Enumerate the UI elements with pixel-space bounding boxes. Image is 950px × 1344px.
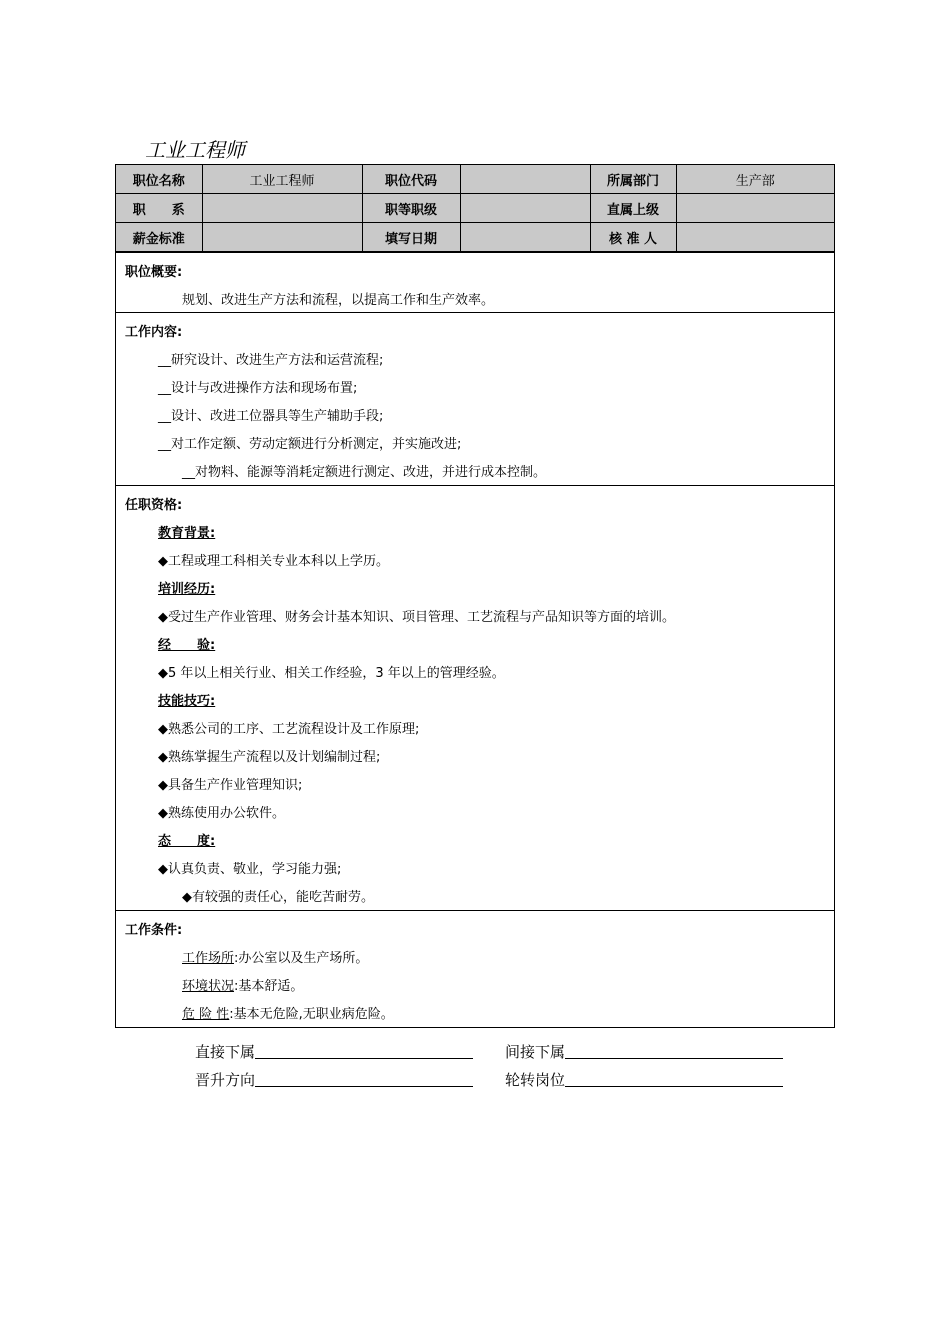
skill-item: ◆熟练掌握生产流程以及计划编制过程;: [158, 750, 381, 765]
skill-item: ◆熟悉公司的工序、工艺流程设计及工作原理;: [158, 722, 420, 737]
header-label-cell: 所属部门: [590, 165, 676, 194]
summary-title: 职位概要:: [125, 265, 183, 280]
experience-label: 经 验:: [158, 638, 216, 653]
header-label-cell: 直属上级: [590, 194, 676, 223]
skill-item: ◆熟练使用办公软件。: [158, 806, 285, 821]
duties-title: 工作内容:: [125, 325, 183, 340]
duty-item: __设计与改进操作方法和现场布置;: [158, 381, 358, 396]
header-table: [116, 165, 834, 252]
qualifications-title: 任职资格:: [125, 498, 183, 513]
header-value-cell[interactable]: 生产部: [676, 165, 834, 194]
header-value-cell[interactable]: [676, 223, 834, 252]
header-value-cell[interactable]: [460, 165, 590, 194]
promotion-label: 晋升方向: [195, 1071, 256, 1089]
header-value-cell[interactable]: 工业工程师: [202, 165, 362, 194]
duty-item: __研究设计、改进生产方法和运营流程;: [158, 353, 384, 368]
duty-item: __设计、改进工位器具等生产辅助手段;: [158, 409, 384, 424]
condition-value: :办公室以及生产场所。: [234, 951, 369, 966]
conditions-title: 工作条件:: [125, 923, 183, 938]
header-label-cell: 职位名称: [116, 165, 202, 194]
indirect-subordinate-field: [505, 1041, 783, 1062]
header-label-cell: 薪金标准: [116, 223, 202, 252]
education-label: 教育背景:: [158, 526, 216, 541]
condition-value: :基本无危险,无职业病危险。: [229, 1007, 394, 1022]
condition-label: 工作场所: [182, 951, 235, 966]
header-label-cell: 职等职级: [362, 194, 460, 223]
rotation-field: [505, 1069, 783, 1090]
training-item: ◆受过生产作业管理、财务会计基本知识、项目管理、工艺流程与产品知识等方面的培训。: [158, 610, 675, 625]
education-item: ◆工程或理工科相关专业本科以上学历。: [158, 554, 389, 569]
header-value-cell[interactable]: [460, 223, 590, 252]
condition-item: [182, 947, 368, 966]
direct-subordinate-label: 直接下属: [195, 1043, 256, 1061]
direct-subordinate-blank[interactable]: [255, 1042, 473, 1059]
header-label-cell: 职位代码: [362, 165, 460, 194]
attitude-item: ◆有较强的责任心，能吃苦耐劳。: [182, 890, 374, 905]
page-title: 工业工程师: [145, 138, 245, 162]
condition-item: [182, 975, 303, 994]
indirect-subordinate-label: 间接下属: [505, 1043, 566, 1061]
condition-value: :基本舒适。: [234, 979, 304, 994]
attitude-label: 态 度:: [158, 834, 216, 849]
header-label-cell: 职 系: [116, 194, 202, 223]
header-value-cell[interactable]: [202, 223, 362, 252]
experience-item: ◆5 年以上相关行业、相关工作经验，3 年以上的管理经验。: [158, 666, 505, 681]
promotion-field: [195, 1069, 473, 1090]
header-row: [116, 223, 834, 252]
header-row: [116, 165, 834, 194]
duties-section: [116, 312, 834, 485]
training-label: 培训经历:: [158, 582, 216, 597]
condition-label: 环境状况: [182, 979, 235, 994]
header-row: [116, 194, 834, 223]
header-label-cell: 核 准 人: [590, 223, 676, 252]
condition-item: [182, 1003, 394, 1022]
duty-item: __对工作定额、劳动定额进行分析测定，并实施改进;: [158, 437, 462, 452]
skills-label: 技能技巧:: [158, 694, 216, 709]
job-description-form: [115, 164, 835, 1028]
attitude-item: ◆认真负责、敬业，学习能力强;: [158, 862, 342, 877]
direct-subordinate-field: [195, 1041, 473, 1062]
header-label-cell: 填写日期: [362, 223, 460, 252]
condition-label: 危 险 性: [182, 1007, 230, 1022]
promotion-blank[interactable]: [255, 1070, 473, 1087]
header-value-cell[interactable]: [202, 194, 362, 223]
duty-item: __对物料、能源等消耗定额进行测定、改进，并进行成本控制。: [182, 465, 547, 480]
header-value-cell[interactable]: [460, 194, 590, 223]
indirect-subordinate-blank[interactable]: [565, 1042, 783, 1059]
conditions-section: [116, 910, 834, 1029]
summary-text: 规划、改进生产方法和流程，以提高工作和生产效率。: [182, 293, 495, 308]
qualifications-section: [116, 485, 834, 910]
rotation-blank[interactable]: [565, 1070, 783, 1087]
header-value-cell[interactable]: [676, 194, 834, 223]
summary-section: [116, 252, 834, 312]
rotation-label: 轮转岗位: [505, 1071, 566, 1089]
skill-item: ◆具备生产作业管理知识;: [158, 778, 303, 793]
